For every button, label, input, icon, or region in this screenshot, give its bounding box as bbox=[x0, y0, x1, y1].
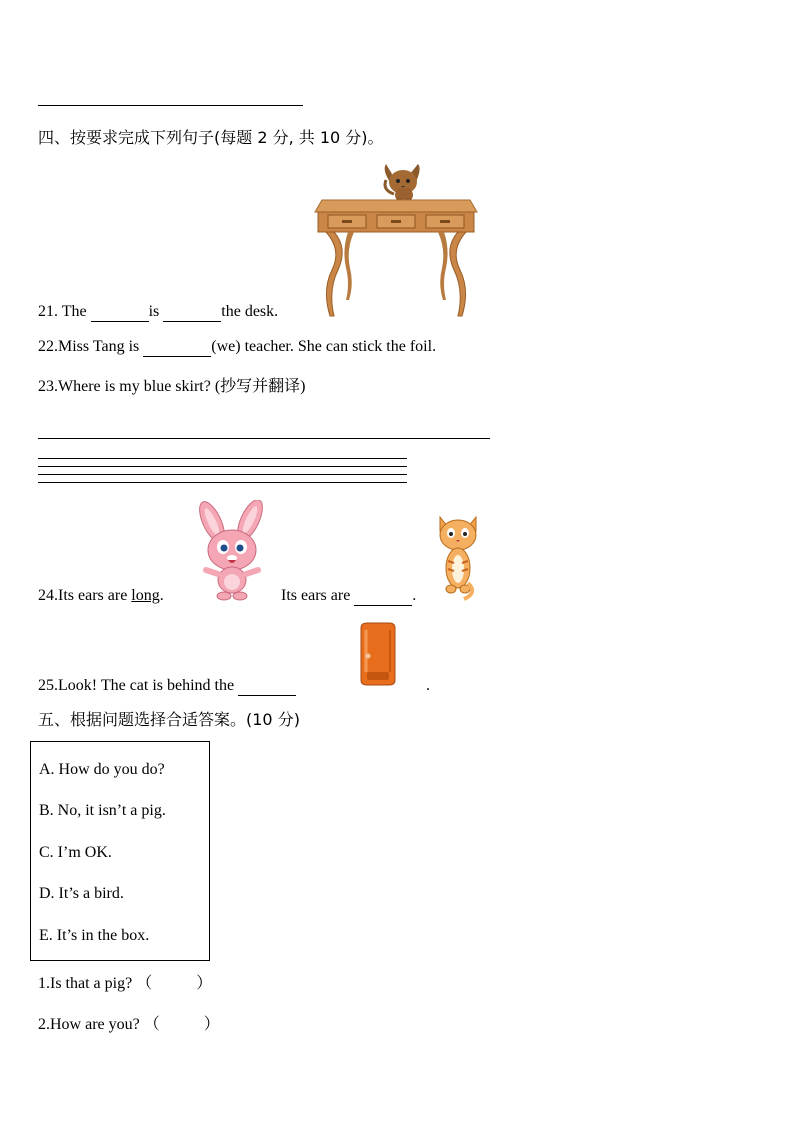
copy-line-2[interactable] bbox=[38, 466, 407, 467]
answer-blank-22[interactable] bbox=[143, 340, 211, 357]
rabbit-illustration bbox=[190, 500, 274, 602]
question-text: 2.How are you? bbox=[38, 1016, 140, 1033]
question-23: 23.Where is my blue skirt? (抄写并翻译) bbox=[38, 378, 306, 395]
question-21-number: 21 bbox=[38, 303, 54, 320]
question-21-text-3: the desk. bbox=[221, 303, 279, 320]
copy-line-1[interactable] bbox=[38, 458, 407, 459]
cat-on-desk-icon bbox=[385, 164, 420, 203]
copy-line-4[interactable] bbox=[38, 482, 407, 483]
question-24-text-4: . bbox=[412, 587, 417, 604]
desk-cat-illustration bbox=[312, 160, 480, 320]
answer-paren-close: ） bbox=[196, 973, 213, 992]
section-4-heading: 四、按要求完成下列句子(每题 2 分, 共 10 分)。 bbox=[38, 128, 384, 147]
answer-line-23-translation[interactable] bbox=[38, 438, 490, 439]
answer-blank-21b[interactable] bbox=[163, 305, 221, 322]
question-21-text-2: is bbox=[148, 303, 160, 320]
section-5-question-2 bbox=[38, 1014, 220, 1035]
question-text: 1.Is that a pig? bbox=[38, 975, 133, 992]
option-a: A. How do you do? bbox=[39, 761, 165, 778]
answer-options-box bbox=[30, 741, 210, 961]
option-c: C. I’m OK. bbox=[39, 844, 112, 861]
option-d: D. It’s a bird. bbox=[39, 885, 124, 902]
question-24-text-1: 24.Its ears are bbox=[38, 587, 128, 604]
question-24-text-2: . bbox=[159, 587, 164, 604]
question-25-period: . bbox=[426, 677, 430, 694]
question-24-text-3: Its ears are bbox=[281, 587, 351, 604]
answer-blank-25[interactable] bbox=[238, 679, 296, 696]
answer-line-top bbox=[38, 105, 303, 106]
question-24 bbox=[38, 586, 164, 606]
question-21 bbox=[38, 302, 278, 322]
question-22-text-2: (we) teacher. She can stick the foil. bbox=[211, 338, 437, 355]
question-24-answer bbox=[281, 586, 416, 606]
question-21-text-1: . The bbox=[54, 303, 87, 320]
section-5-question-1 bbox=[38, 973, 212, 994]
question-25 bbox=[38, 676, 296, 696]
option-b: B. No, it isn’t a pig. bbox=[39, 802, 166, 819]
answer-blank-21a[interactable] bbox=[91, 305, 149, 322]
copy-line-3[interactable] bbox=[38, 474, 407, 475]
cat-illustration bbox=[434, 513, 482, 603]
answer-paren-open: （ bbox=[143, 1014, 160, 1033]
answer-paren-open: （ bbox=[136, 973, 153, 992]
section-5-heading: 五、根据问题选择合适答案。(10 分) bbox=[38, 710, 300, 729]
door-illustration bbox=[357, 622, 399, 686]
answer-blank-24[interactable] bbox=[354, 589, 412, 606]
answer-paren-close: ） bbox=[203, 1014, 220, 1033]
question-25-text-1: 25.Look! The cat is behind the bbox=[38, 677, 235, 694]
option-e: E. It’s in the box. bbox=[39, 927, 150, 944]
question-22-text-1: 22.Miss Tang is bbox=[38, 338, 140, 355]
question-22 bbox=[38, 337, 436, 357]
question-24-underlined-word: long bbox=[131, 587, 160, 604]
